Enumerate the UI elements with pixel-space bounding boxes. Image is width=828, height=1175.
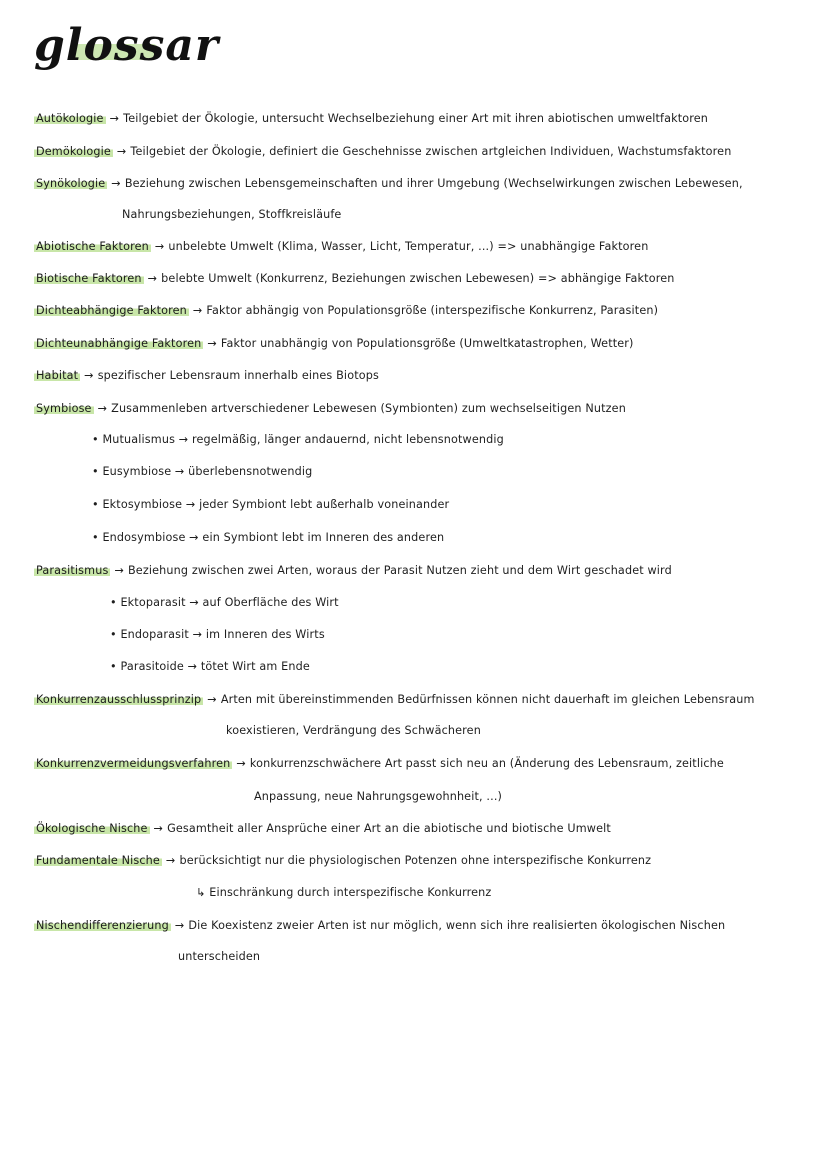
glossary-term: Fundamentale Nische (36, 854, 160, 867)
glossary-continuation: unterscheiden (178, 950, 261, 963)
glossary-subitem: • Ektosymbiose → jeder Symbiont lebt außerhalb voneinander (92, 498, 450, 511)
glossary-entry (34, 918, 725, 934)
arrow-icon: → (84, 369, 94, 382)
glossary-definition: Gesamtheit aller Ansprüche einer Art an die abiotische und biotische Umwelt (167, 822, 611, 835)
glossary-definition: belebte Umwelt (Konkurrenz, Beziehungen zwischen Lebewesen) => abhängige Faktoren (161, 272, 675, 285)
arrow-icon: → (236, 757, 246, 770)
glossary-definition: Die Koexistenz zweier Arten ist nur möglich, wenn sich ihre realisierten ökologischen Nischen (188, 919, 726, 932)
glossary-definition: spezifischer Lebensraum innerhalb eines Biotops (97, 369, 379, 382)
glossary-entry (34, 239, 648, 255)
glossary-entry (34, 692, 755, 708)
page-title: glossar (34, 20, 220, 71)
glossary-term: Symbiose (36, 402, 92, 415)
arrow-icon: → (111, 177, 121, 190)
arrow-icon: → (116, 145, 127, 158)
glossary-subitem: • Endosymbiose → ein Symbiont lebt im Inneren des anderen (92, 531, 445, 544)
glossary-definition: Zusammenleben artverschiedener Lebewesen (Symbionten) zum wechselseitigen Nutzen (111, 402, 626, 415)
glossary-subitem: • Endoparasit → im Inneren des Wirts (110, 628, 325, 641)
glossary-definition: Faktor abhängig von Populationsgröße (interspezifische Konkurrenz, Parasiten) (206, 304, 659, 317)
glossary-continuation: Anpassung, neue Nahrungsgewohnheit, ...) (254, 790, 503, 803)
arrow-icon: → (97, 402, 108, 415)
glossary-term: Autökologie (36, 112, 104, 125)
glossary-entry (34, 303, 658, 319)
glossary-entry (34, 756, 724, 772)
glossary-definition: konkurrenzschwächere Art passt sich neu an (Änderung des Lebensraum, zeitliche (249, 757, 724, 770)
glossary-term: Demökologie (36, 145, 111, 158)
arrow-icon: → (114, 564, 124, 577)
arrow-icon: → (154, 240, 165, 253)
arrow-icon: → (165, 854, 176, 867)
glossary-continuation: Nahrungsbeziehungen, Stoffkreisläufe (122, 208, 342, 221)
glossary-entry (34, 271, 674, 287)
glossary-definition: berücksichtigt nur die physiologischen Potenzen ohne interspezifische Konkurrenz (179, 854, 652, 867)
glossary-definition: Beziehung zwischen Lebensgemeinschaften und ihrer Umgebung (Wechselwirkungen zwischen Lebewesen, (124, 177, 743, 190)
glossary-entry (34, 368, 379, 384)
glossary-entry (34, 111, 708, 127)
glossary-term: Dichteunabhängige Faktoren (36, 337, 202, 350)
arrow-icon: → (153, 822, 164, 835)
glossary-term: Biotische Faktoren (36, 272, 142, 285)
arrow-icon: → (192, 304, 203, 317)
glossary-term: Abiotische Faktoren (36, 240, 149, 253)
glossary-definition: Teilgebiet der Ökologie, definiert die Geschehnisse zwischen artgleichen Individuen, Wachstumsfaktoren (130, 145, 732, 158)
glossary-subitem: • Parasitoide → tötet Wirt am Ende (110, 660, 310, 673)
glossary-continuation: ↳ Einschränkung durch interspezifische Konkurrenz (196, 886, 492, 899)
glossary-definition: Faktor unabhängig von Populationsgröße (Umweltkatastrophen, Wetter) (220, 337, 634, 350)
glossary-term: Parasitismus (36, 564, 109, 577)
glossary-entry (34, 401, 626, 417)
glossary-term: Dichteabhängige Faktoren (36, 304, 187, 317)
glossary-definition: unbelebte Umwelt (Klima, Wasser, Licht, Temperatur, ...) => unabhängige Faktoren (168, 240, 649, 253)
glossary-term: Konkurrenzausschlussprinzip (36, 693, 202, 706)
glossary-term: Synökologie (36, 177, 106, 190)
glossary-term: Konkurrenzvermeidungsverfahren (36, 757, 231, 770)
glossary-entry (34, 144, 731, 160)
glossary-entry (34, 853, 651, 869)
arrow-icon: → (147, 272, 158, 285)
glossary-continuation: koexistieren, Verdrängung des Schwächeren (226, 724, 481, 737)
glossary-entry (34, 176, 743, 192)
arrow-icon: → (207, 693, 217, 706)
glossary-subitem: • Eusymbiose → überlebensnotwendig (92, 465, 313, 478)
glossary-term: Habitat (36, 369, 79, 382)
glossary-definition: Teilgebiet der Ökologie, untersucht Wechselbeziehung einer Art mit ihren abiotischen umweltfaktoren (123, 112, 709, 125)
arrow-icon: → (207, 337, 217, 350)
glossary-subitem: • Ektoparasit → auf Oberfläche des Wirt (110, 596, 339, 609)
glossary-term: Nischendifferenzierung (36, 919, 169, 932)
glossary-entry (34, 336, 634, 352)
arrow-icon: → (174, 919, 185, 932)
glossary-definition: Beziehung zwischen zwei Arten, woraus der Parasit Nutzen zieht und dem Wirt geschadet wird (127, 564, 672, 577)
glossary-entry (34, 821, 611, 837)
glossary-entry (34, 563, 672, 579)
glossary-term: Ökologische Nische (36, 822, 148, 835)
arrow-icon: → (109, 112, 120, 125)
glossary-definition: Arten mit übereinstimmenden Bedürfnissen können nicht dauerhaft im gleichen Lebensraum (220, 693, 755, 706)
glossary-subitem: • Mutualismus → regelmäßig, länger andauernd, nicht lebensnotwendig (92, 433, 504, 446)
